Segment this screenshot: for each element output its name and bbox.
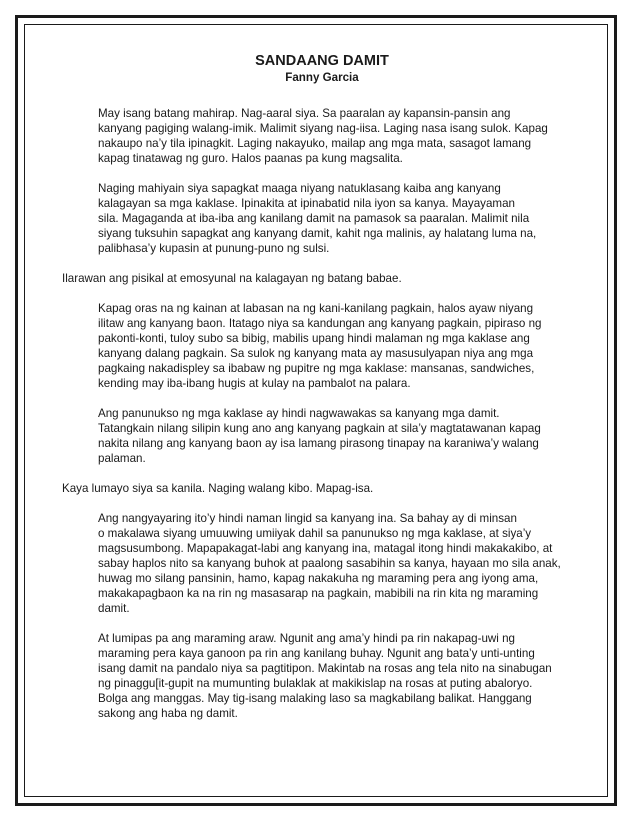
paragraph-line: Kaya lumayo siya sa kanila. Naging walang kibo. Mapag-isa. — [62, 482, 374, 495]
paragraph-line: sabay haplos nito sa kanyang buhok at paalong sasabihin sa kanya, hayaan mo sila anak, — [98, 557, 561, 570]
paragraph-line: siyang tuksuhin sapagkat ang kanyang damit, kahit nga malinis, ay halatang luma na, — [98, 227, 537, 240]
paragraph-line: ilitaw ang kanyang baon. Itatago niya sa kandungan ang kanyang pagkain, pipiraso ng — [98, 317, 542, 330]
paragraph — [62, 631, 582, 721]
document-title: SANDAANG DAMIT — [255, 53, 389, 69]
paragraph-line: maraming pera kaya ganoon pa rin ang kanilang buhay. Ngunit ang bata’y unti-unting — [98, 647, 535, 660]
paragraph-line: ng pinaggu[it-gupit na mumunting bulaklak at makikislap na rosas at puting abaloryo. — [98, 677, 533, 690]
paragraph-line: Ang panunukso ng mga kaklase ay hindi nagwawakas sa kanyang mga damit. — [98, 407, 500, 420]
paragraph-line: isang damit na pandalo niya sa pagtitipon. Makintab na rosas ang tela nito na sinabugan — [98, 662, 552, 675]
paragraph-line: Bolga ang manggas. May tig-isang malaking laso sa magkabilang balikat. Hanggang — [98, 692, 532, 705]
paragraph — [62, 406, 582, 466]
document-author: Fanny Garcia — [285, 71, 359, 84]
paragraph-line: kanyang dalang pagkain. Sa sulok ng kanyang mata ay masusulyapan niya ang mga — [98, 347, 534, 360]
paragraph-line: nakita nilang ang kanyang baon ay isa lamang pirasong tinapay na karaniwa’y walang — [98, 437, 539, 450]
paragraph-line: Kapag oras na ng kainan at labasan na ng kani-kanilang pagkain, halos ayaw niyang — [98, 302, 534, 315]
paragraph-line: sila. Magaganda at iba-iba ang kanilang damit na pamasok sa paaralan. Malimit nila — [98, 212, 530, 225]
paragraph — [62, 511, 582, 616]
paragraph-line: palibhasa’y kupasin at punung-puno ng sulsi. — [98, 242, 330, 255]
paragraph-line: makakapagbaon ka na rin ng masasarap na pagkain, mabibili na rin kita ng maraming — [98, 587, 539, 600]
paragraph-line: o makalawa siyang umuuwing umiiyak dahil sa panunukso ng mga kaklase, at siya’y — [98, 527, 532, 540]
paragraph-line: kalagayan sa mga kaklase. Ipinakita at ipinabatid nila iyon sa kanya. Mayayaman — [98, 197, 515, 210]
paragraph — [62, 481, 582, 496]
paragraph-line: kanyang pagiging walang-imik. Malimit siyang nag-iisa. Laging nasa isang sulok. Kapag — [98, 122, 548, 135]
paragraph-line: damit. — [98, 602, 130, 615]
document-body — [62, 106, 582, 721]
paragraph-line: At lumipas pa ang maraming araw. Ngunit ang ama’y hindi pa rin nakapag-uwi ng — [98, 632, 515, 645]
paragraph-line: sakong ang haba ng damit. — [98, 707, 238, 720]
paragraph-line: huwag mo silang pansinin, hamo, kapag nakakuha ng maraming pera ang iyong ama, — [98, 572, 539, 585]
paragraph-line: kapag tinatawag ng guro. Halos paanas pa kung magsalita. — [98, 152, 403, 165]
paragraph-line: Naging mahiyain siya sapagkat maaga niyang natuklasang kaiba ang kanyang — [98, 182, 501, 195]
paragraph — [62, 106, 582, 166]
document-page — [62, 52, 582, 736]
paragraph-line: pagkaing nakadispley sa ibabaw ng pupitre ng mga kaklase: mansanas, sandwiches, — [98, 362, 535, 375]
paragraph — [62, 301, 582, 391]
paragraph-line: Ilarawan ang pisikal at emosyunal na kalagayan ng batang babae. — [62, 272, 402, 285]
paragraph — [62, 181, 582, 256]
paragraph-line: kending may iba-ibang hugis at kulay na pambalot na palara. — [98, 377, 411, 390]
paragraph-line: Ang nangyayaring ito’y hindi naman lingid sa kanyang ina. Sa bahay ay di minsan — [98, 512, 517, 525]
paragraph-line: Tatangkain nilang silipin kung ano ang kanyang pagkain at sila’y magtatawanan kapag — [98, 422, 541, 435]
paragraph — [62, 271, 582, 286]
paragraph-line: May isang batang mahirap. Nag-aaral siya. Sa paaralan ay kapansin-pansin ang — [98, 107, 511, 120]
paragraph-line: nakaupo na’y tila ipinagkit. Laging nakayuko, mailap ang mga mata, sasagot lamang — [98, 137, 532, 150]
paragraph-line: palaman. — [98, 452, 146, 465]
paragraph-line: magsusumbong. Mapapakagat-labi ang kanyang ina, matagal itong hindi makakakibo, at — [98, 542, 553, 555]
paragraph-line: pakonti-konti, tuloy subo sa bibig, mabilis upang hindi malaman ng mga kaklase ang — [98, 332, 530, 345]
